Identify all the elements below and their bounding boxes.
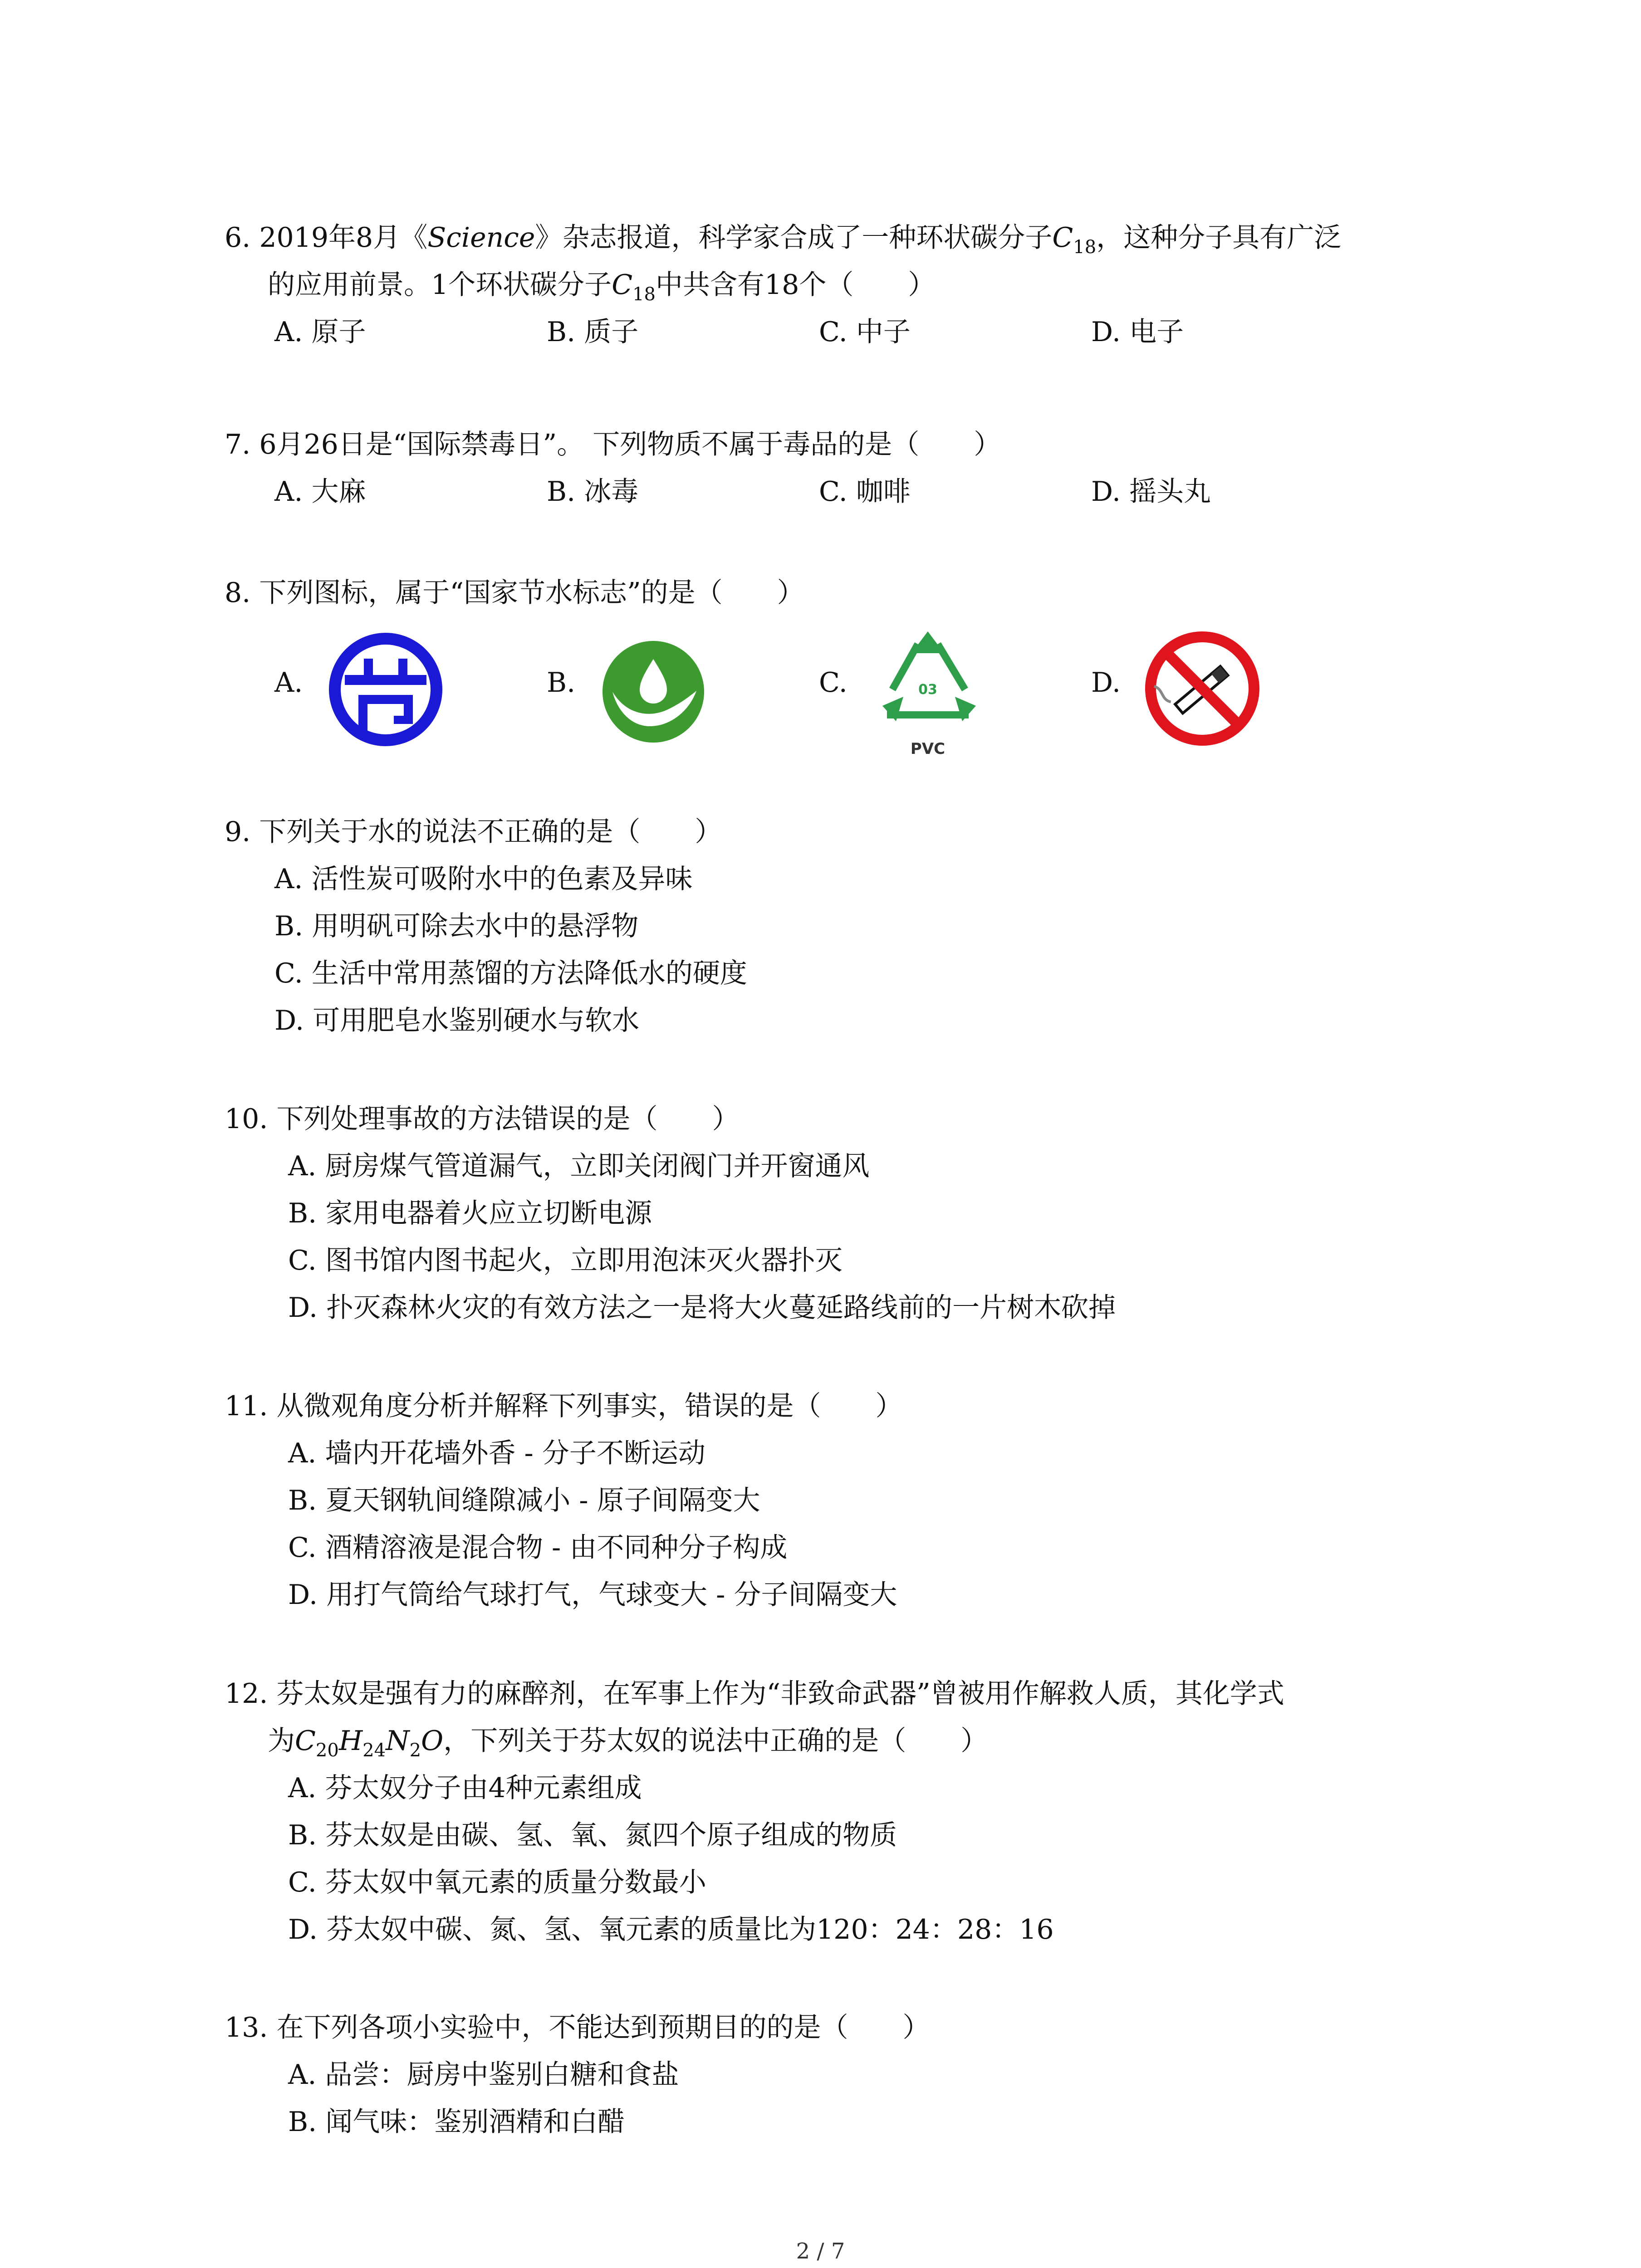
option-b[interactable]: B. 家用电器着火应立切断电源: [288, 1198, 652, 1229]
option-c[interactable]: C. 咖啡: [819, 476, 911, 508]
question-9: [225, 808, 1495, 1044]
option-c[interactable]: C. 中子: [819, 316, 911, 348]
options-row: [225, 468, 1495, 515]
option-a[interactable]: A. 原子: [274, 316, 366, 348]
option-a[interactable]: A. 品尝：厨房中鉴别白糖和食盐: [288, 2059, 679, 2091]
option-b[interactable]: B. 冰毒: [547, 476, 639, 508]
option-b[interactable]: B. 芬太奴是由碳、氢、氧、氮四个原子组成的物质: [288, 1819, 897, 1851]
page-number: 2 / 7: [796, 2239, 845, 2264]
option-d[interactable]: D. 用打气筒给气球打气，气球变大 - 分子间隔变大: [288, 1579, 897, 1611]
option-d[interactable]: D. 摇头丸: [1091, 476, 1211, 508]
formula-subscript: 24: [362, 1740, 386, 1761]
option-b-letter[interactable]: B.: [547, 667, 576, 699]
option-c[interactable]: C. 酒精溶液是混合物 - 由不同种分子构成: [288, 1532, 788, 1564]
option-b[interactable]: B. 用明矾可除去水中的悬浮物: [274, 910, 639, 942]
option-a[interactable]: A. 墙内开花墙外香 - 分子不断运动: [288, 1437, 705, 1469]
no-smoking-icon[interactable]: [1143, 630, 1261, 748]
question-7-stem: 7. 6月26日是“国际禁毒日”。 下列物质不属于毒品的是（ ）: [225, 429, 1001, 460]
question-8-stem: 8. 下列图标，属于“国家节水标志”的是（ ）: [225, 577, 804, 609]
question-10: [225, 1095, 1495, 1331]
options-list: [288, 1765, 1495, 1953]
question-13-stem: 13. 在下列各项小实验中，不能达到预期目的的是（ ）: [225, 2012, 930, 2043]
options-row: [225, 308, 1495, 356]
formula-symbol: H: [338, 1725, 363, 1757]
option-d-letter[interactable]: D.: [1091, 667, 1121, 699]
formula-subscript: 18: [632, 284, 656, 305]
question-12: [225, 1670, 1495, 1953]
options-list: [288, 1143, 1495, 1331]
question-8: [225, 569, 1495, 616]
option-a-letter[interactable]: A.: [274, 667, 303, 699]
icon-options: [225, 621, 1495, 771]
formula-subscript: 20: [315, 1740, 339, 1761]
formula-symbol: O: [421, 1725, 444, 1757]
option-c-letter[interactable]: C.: [819, 667, 847, 699]
formula-subscript: 2: [409, 1740, 421, 1761]
option-c[interactable]: C. 芬太奴中氧元素的质量分数最小: [288, 1867, 706, 1898]
question-11-stem: 11. 从微观角度分析并解释下列事实，错误的是（ ）: [225, 1390, 903, 1422]
question-12-stem-line1: 12. 芬太奴是强有力的麻醉剂，在军事上作为“非致命武器”曾被用作解救人质，其化学式: [225, 1678, 1284, 1710]
text: 2019年8月《: [259, 222, 428, 254]
option-d[interactable]: D. 可用肥皂水鉴别硬水与软水: [274, 1005, 640, 1036]
recycle-pvc-icon[interactable]: [864, 626, 991, 762]
formula-symbol: C: [295, 1725, 316, 1757]
formula-symbol: N: [386, 1725, 410, 1757]
option-d[interactable]: D. 电子: [1091, 316, 1184, 348]
question-number: 6.: [225, 222, 251, 254]
question-6: [225, 214, 1495, 356]
option-b[interactable]: B. 夏天钢轨间缝隙减小 - 原子间隔变大: [288, 1485, 760, 1516]
text: 中共含有18个（ ）: [656, 269, 936, 301]
recycle-code: 03: [918, 682, 937, 698]
option-c[interactable]: C. 生活中常用蒸馏的方法降低水的硬度: [274, 958, 747, 989]
question-9-stem: 9. 下列关于水的说法不正确的是（ ）: [225, 816, 722, 848]
question-6-stem-line2: [268, 261, 1495, 308]
text: ，这种分子具有广泛: [1096, 222, 1342, 254]
option-b[interactable]: B. 闻气味：鉴别酒精和白醋: [288, 2106, 625, 2138]
options-list: [274, 855, 1495, 1044]
option-a[interactable]: A. 活性炭可吸附水中的色素及异味: [274, 863, 693, 895]
options-list: [288, 2051, 1495, 2146]
question-12-stem-line2: [268, 1717, 1495, 1765]
formula-symbol: C: [612, 269, 633, 301]
text: 的应用前景。1个环状碳分子: [268, 269, 612, 301]
formula-symbol: C: [1052, 222, 1073, 254]
text: 为: [268, 1725, 295, 1757]
water-drop-hand-icon[interactable]: [599, 637, 708, 746]
option-a[interactable]: A. 芬太奴分子由4种元素组成: [288, 1772, 642, 1804]
option-d[interactable]: D. 芬太奴中碳、氮、氢、氧元素的质量比为120：24：28：16: [288, 1914, 1054, 1945]
option-d[interactable]: D. 扑灭森林火灾的有效方法之一是将大火蔓延路线前的一片树木砍掉: [288, 1292, 1116, 1324]
text: ，下列关于芬太奴的说法中正确的是（ ）: [443, 1725, 988, 1757]
formula-subscript: 18: [1073, 237, 1097, 258]
options-list: [288, 1430, 1495, 1618]
option-b[interactable]: B. 质子: [547, 316, 639, 348]
question-10-stem: 10. 下列处理事故的方法错误的是（ ）: [225, 1103, 740, 1135]
question-6-stem-line1: [225, 214, 1495, 261]
water-saving-jie-icon[interactable]: [327, 631, 445, 748]
option-c[interactable]: C. 图书馆内图书起火，立即用泡沫灭火器扑灭: [288, 1245, 843, 1276]
question-11: [225, 1383, 1495, 1618]
text: 》杂志报道，科学家合成了一种环状碳分子: [535, 222, 1053, 254]
recycle-label: PVC: [910, 740, 945, 758]
question-13: [225, 2004, 1495, 2146]
journal-name: Science: [427, 222, 535, 254]
option-a[interactable]: A. 厨房煤气管道漏气，立即关闭阀门并开窗通风: [288, 1150, 870, 1182]
option-a[interactable]: A. 大麻: [274, 476, 366, 508]
question-7: [225, 421, 1495, 515]
